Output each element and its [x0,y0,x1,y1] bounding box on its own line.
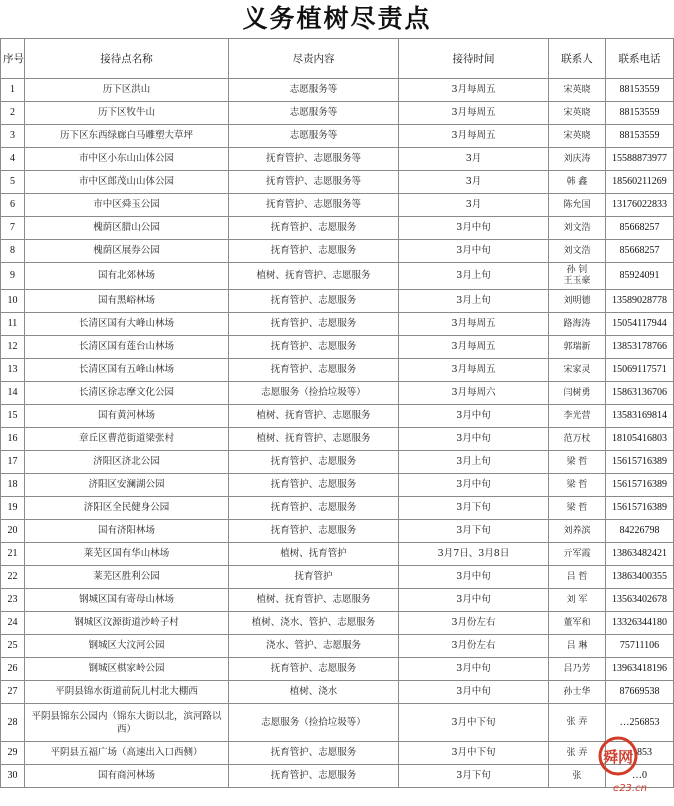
table-row [1,217,674,240]
row-content: 植树、抚育管护、志愿服务 [229,589,399,612]
row-site: 市中区小东山山体公园 [25,148,229,171]
row-content: 植树、抚育管护、志愿服务 [229,405,399,428]
row-site: 国有北郊林场 [25,263,229,290]
row-site: 国有黄河林场 [25,405,229,428]
row-content: 植树、抚育管护、志愿服务 [229,263,399,290]
row-content: 抚育管护、志愿服务 [229,474,399,497]
row-content: 志愿服务（捡拾垃圾等） [229,704,399,742]
row-contact: 吕乃芳 [549,658,606,681]
table-row [1,520,674,543]
row-number: 4 [1,148,25,171]
row-time: 3月 [399,171,549,194]
table-row [1,681,674,704]
row-content: 抚育管护、志愿服务 [229,240,399,263]
header-phone: 联系电话 [606,39,674,79]
row-contact: 吕 哲 [549,566,606,589]
row-content: 植树、浇水 [229,681,399,704]
row-content: 抚育管护、志愿服务等 [229,194,399,217]
table-row [1,194,674,217]
row-number: 28 [1,704,25,742]
row-site: 莱芜区胜利公园 [25,566,229,589]
row-content: 抚育管护 [229,566,399,589]
row-content: 志愿服务等 [229,102,399,125]
row-site: 国有黑峪林场 [25,290,229,313]
table-row [1,79,674,102]
row-content: 抚育管护、志愿服务 [229,359,399,382]
table-row [1,290,674,313]
row-number: 9 [1,263,25,290]
row-number: 16 [1,428,25,451]
row-number: 30 [1,765,25,788]
row-site: 钢城区棋家岭公园 [25,658,229,681]
row-contact: 张 弄 [549,704,606,742]
row-contact: 孙士华 [549,681,606,704]
row-time: 3月中旬 [399,589,549,612]
header-content: 尽责内容 [229,39,399,79]
row-phone: 15069117571 [606,359,674,382]
row-phone: …256853 [606,704,674,742]
row-contact: 宋英晓 [549,102,606,125]
row-phone: 15615716389 [606,474,674,497]
row-content: 抚育管护、志愿服务 [229,658,399,681]
row-phone: 15588873977 [606,148,674,171]
row-phone: 88153559 [606,79,674,102]
row-contact: 张 弄 [549,742,606,765]
row-number: 24 [1,612,25,635]
row-contact: 宋家灵 [549,359,606,382]
row-phone: 85924091 [606,263,674,290]
row-site: 钢城区国有寄母山林场 [25,589,229,612]
row-phone: 13583169814 [606,405,674,428]
table-header-row [1,39,674,79]
row-number: 27 [1,681,25,704]
row-time: 3月中下旬 [399,704,549,742]
row-content: 志愿服务（捡拾垃圾等） [229,382,399,405]
row-number: 15 [1,405,25,428]
row-time: 3月中旬 [399,217,549,240]
row-contact: 刘文浩 [549,240,606,263]
row-site: 槐荫区腊山公园 [25,217,229,240]
row-site: 国有济阳林场 [25,520,229,543]
row-content: 植树、抚育管护 [229,543,399,566]
row-time: 3月中旬 [399,240,549,263]
row-number: 23 [1,589,25,612]
table-row [1,589,674,612]
row-phone: 85668257 [606,240,674,263]
row-number: 26 [1,658,25,681]
table-row [1,102,674,125]
row-phone: 88153559 [606,102,674,125]
row-number: 6 [1,194,25,217]
table-row [1,336,674,359]
row-contact: 宋英晓 [549,79,606,102]
row-time: 3月上旬 [399,451,549,474]
row-site: 济阳区安澜湖公园 [25,474,229,497]
row-contact: 董军和 [549,612,606,635]
table-row [1,382,674,405]
row-contact: 梁 哲 [549,451,606,474]
row-site: 平阴县锦水街道前阮儿村北大棚西 [25,681,229,704]
row-time: 3月中旬 [399,405,549,428]
row-time: 3月中下旬 [399,742,549,765]
row-content: 抚育管护、志愿服务 [229,520,399,543]
row-contact: 刘庆涛 [549,148,606,171]
row-time: 3月7日、3月8日 [399,543,549,566]
row-phone: 18105416803 [606,428,674,451]
row-number: 25 [1,635,25,658]
row-number: 10 [1,290,25,313]
row-content: 抚育管护、志愿服务等 [229,148,399,171]
row-time: 3月每周五 [399,359,549,382]
row-content: 抚育管护、志愿服务 [229,313,399,336]
row-phone: 15615716389 [606,451,674,474]
row-content: 抚育管护、志愿服务 [229,217,399,240]
row-content: 植树、抚育管护、志愿服务 [229,428,399,451]
row-time: 3月下旬 [399,520,549,543]
row-site: 平阴县五福广场（高速出入口西侧） [25,742,229,765]
row-phone: 75711106 [606,635,674,658]
row-contact: 路海涛 [549,313,606,336]
page-title: 义务植树尽责点 [242,4,432,33]
table-body [1,79,674,788]
table-row [1,635,674,658]
header-site: 接待点名称 [25,39,229,79]
row-site: 市中区郎茂山山体公园 [25,171,229,194]
row-phone: 13563402678 [606,589,674,612]
row-time: 3月上旬 [399,263,549,290]
row-time: 3月下旬 [399,497,549,520]
row-content: 抚育管护、志愿服务 [229,497,399,520]
row-site: 长清区国有五峰山林场 [25,359,229,382]
row-contact: 宋英晓 [549,125,606,148]
row-contact: 刘明德 [549,290,606,313]
row-number: 19 [1,497,25,520]
row-site: 济阳区全民健身公园 [25,497,229,520]
table-row [1,428,674,451]
row-time: 3月中旬 [399,681,549,704]
row-site: 历下区牧牛山 [25,102,229,125]
row-phone: 13589028778 [606,290,674,313]
row-number: 13 [1,359,25,382]
row-contact: 李光营 [549,405,606,428]
row-site: 历下区东西绿廊白马雕塑大草坪 [25,125,229,148]
row-site: 长清区国有大峰山林场 [25,313,229,336]
row-number: 11 [1,313,25,336]
row-time: 3月每周五 [399,125,549,148]
header-time: 接待时间 [399,39,549,79]
row-phone: 13326344180 [606,612,674,635]
table-row [1,742,674,765]
row-time: 3月每周五 [399,79,549,102]
row-contact: 闫树勇 [549,382,606,405]
row-phone: 15054117944 [606,313,674,336]
row-content: 抚育管护、志愿服务等 [229,171,399,194]
row-time: 3月下旬 [399,765,549,788]
row-contact: 陈允国 [549,194,606,217]
row-time: 3月中旬 [399,566,549,589]
row-number: 8 [1,240,25,263]
row-phone: …853 [606,742,674,765]
row-contact: 刘文浩 [549,217,606,240]
row-site: 国有商河林场 [25,765,229,788]
row-time: 3月每周五 [399,102,549,125]
row-content: 志愿服务等 [229,125,399,148]
row-time: 3月份左右 [399,612,549,635]
row-phone: 15863136706 [606,382,674,405]
row-phone: 13863482421 [606,543,674,566]
row-time: 3月份左右 [399,635,549,658]
row-contact: 范万杖 [549,428,606,451]
row-site: 市中区舜玉公园 [25,194,229,217]
row-number: 5 [1,171,25,194]
row-site: 长清区徐志摩文化公园 [25,382,229,405]
row-phone: 13863400355 [606,566,674,589]
row-number: 7 [1,217,25,240]
row-phone: 13853178766 [606,336,674,359]
header-no: 序号 [1,39,25,79]
row-phone: 84226798 [606,520,674,543]
table-row [1,704,674,742]
row-phone: 15615716389 [606,497,674,520]
row-phone: 13176022833 [606,194,674,217]
row-site: 济阳区济北公园 [25,451,229,474]
row-contact: 郭瑞新 [549,336,606,359]
row-content: 抚育管护、志愿服务 [229,290,399,313]
row-number: 17 [1,451,25,474]
row-site: 章丘区曹范街道梁张村 [25,428,229,451]
row-contact: 亓军霞 [549,543,606,566]
table-row [1,125,674,148]
row-time: 3月中旬 [399,658,549,681]
row-phone: 13963418196 [606,658,674,681]
table-row [1,543,674,566]
header-contact: 联系人 [549,39,606,79]
row-number: 21 [1,543,25,566]
table-row [1,497,674,520]
row-time: 3月每周五 [399,313,549,336]
row-number: 2 [1,102,25,125]
row-time: 3月中旬 [399,474,549,497]
row-content: 抚育管护、志愿服务 [229,742,399,765]
row-time: 3月每周六 [399,382,549,405]
row-contact: 梁 哲 [549,497,606,520]
row-phone: …0 [606,765,674,788]
planting-sites-table [0,38,674,788]
row-content: 植树、浇水、管护、志愿服务 [229,612,399,635]
row-time: 3月 [399,148,549,171]
row-contact: 刘养滨 [549,520,606,543]
row-content: 志愿服务等 [229,79,399,102]
table-row [1,148,674,171]
table-row [1,566,674,589]
table-row [1,313,674,336]
row-number: 1 [1,79,25,102]
table-row [1,451,674,474]
row-number: 12 [1,336,25,359]
table-row [1,240,674,263]
row-site: 莱芜区国有华山林场 [25,543,229,566]
row-site: 历下区洪山 [25,79,229,102]
row-contact: 刘 军 [549,589,606,612]
table-row [1,658,674,681]
row-phone: 85668257 [606,217,674,240]
table-row [1,612,674,635]
row-site: 钢城区汶源街道沙岭子村 [25,612,229,635]
row-phone: 88153559 [606,125,674,148]
row-phone: 18560211269 [606,171,674,194]
table-row [1,765,674,788]
row-site: 长清区国有莲台山林场 [25,336,229,359]
row-contact: 韩 鑫 [549,171,606,194]
row-number: 3 [1,125,25,148]
row-number: 20 [1,520,25,543]
table-row [1,474,674,497]
row-number: 18 [1,474,25,497]
row-content: 抚育管护、志愿服务 [229,451,399,474]
row-time: 3月每周五 [399,336,549,359]
row-contact: 孙 钊 王玉豪 [549,263,606,290]
row-number: 14 [1,382,25,405]
row-time: 3月 [399,194,549,217]
row-content: 浇水、管护、志愿服务 [229,635,399,658]
row-contact: 梁 哲 [549,474,606,497]
table-row [1,171,674,194]
watermark-sub: e23.cn [613,783,647,794]
table-row [1,263,674,290]
row-content: 抚育管护、志愿服务 [229,765,399,788]
table-row [1,405,674,428]
row-phone: 87669538 [606,681,674,704]
row-time: 3月上旬 [399,290,549,313]
row-contact: 张 [549,765,606,788]
table-row [1,359,674,382]
row-contact: 吕 琳 [549,635,606,658]
row-site: 平阴县锦东公园内（锦东大街以北，滨河路以西） [25,704,229,742]
row-number: 29 [1,742,25,765]
row-time: 3月中旬 [399,428,549,451]
row-content: 抚育管护、志愿服务 [229,336,399,359]
row-site: 钢城区大汶河公园 [25,635,229,658]
watermark-text: 舜网 [602,748,634,766]
row-number: 22 [1,566,25,589]
row-site: 槐荫区展券公园 [25,240,229,263]
